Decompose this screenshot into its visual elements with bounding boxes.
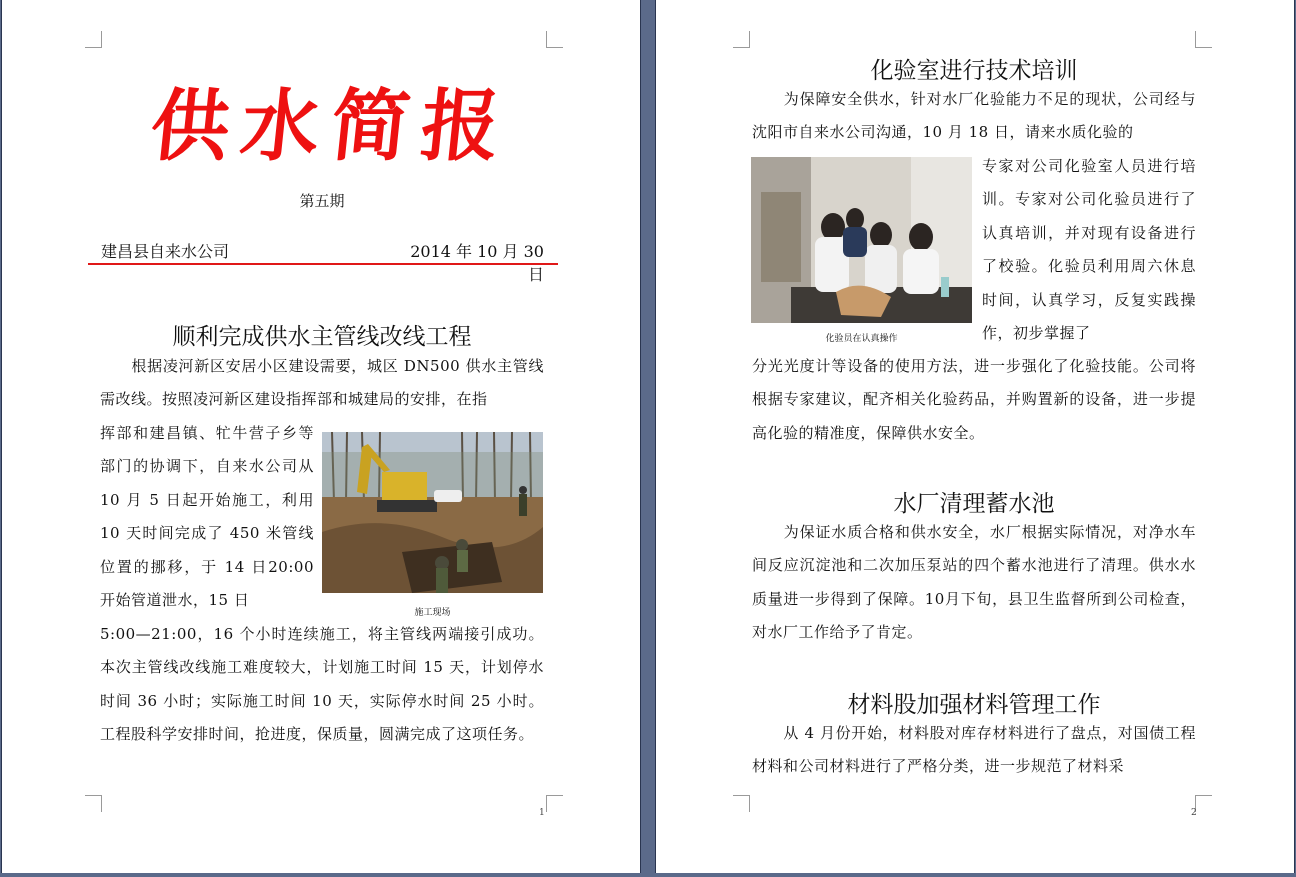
construction-site-photo [322, 432, 543, 593]
margin-corner-mark [733, 795, 750, 812]
article-title: 化验室进行技术培训 [870, 58, 1078, 84]
company-name: 建昌县自来水公司 [101, 242, 230, 261]
article-paragraph-bottom: 5:00—21:00，16 个小时连续施工，将主管线两端接引成功。本次主管线改线施工难度较大，计划施工时间 15 天，计划停水时间 36 小时；实际施工时间 10 天，实际停水时间 25 小时。工程股科学安排时间，抢进度，保质量，圆满完成了这项任务。 [100, 625, 544, 744]
header-divider [88, 263, 558, 265]
article-paragraph: 从 4 月份开始，材料股对库存材料进行了盘点，对国债工程材料和公司材料进行了严格分类，进一步规范了材料采 [752, 724, 1196, 776]
issue-number: 第五期 [299, 192, 345, 210]
margin-corner-mark [85, 31, 102, 48]
article-paragraph-bottom: 分光光度计等设备的使用方法，进一步强化了化验技能。公司将根据专家建议，配齐相关化验药品，并购置新的设备，进一步提高化验的精准度，保障供水安全。 [752, 357, 1196, 442]
article-paragraph-top: 根据凌河新区安居小区建设需要，城区 DN500 供水主管线需改线。按照凌河新区建设指挥部和城建局的安排，在指 [100, 357, 544, 409]
newsletter-masthead: 供水简报 [146, 81, 517, 172]
article-title: 水厂清理蓄水池 [893, 491, 1055, 517]
margin-corner-mark [733, 31, 750, 48]
margin-corner-mark [1195, 31, 1212, 48]
margin-corner-mark [546, 31, 563, 48]
margin-corner-mark [85, 795, 102, 812]
photo-caption: 施工现场 [414, 608, 451, 618]
document-page-1 [2, 0, 640, 873]
article-title: 材料股加强材料管理工作 [847, 692, 1101, 718]
article-paragraph-top: 为保障安全供水，针对水厂化验能力不足的现状，公司经与沈阳市自来水公司沟通，10 月 18 日，请来水质化验的 [752, 90, 1196, 142]
document-page-2 [656, 0, 1294, 873]
article-paragraph-wrapped: 专家对公司化验室人员进行培训。专家对公司化验员进行了认真培训，并对现有设备进行了校验。化验员利用周六休息时间，认真学习，反复实践操作，初步掌握了 [982, 157, 1196, 343]
margin-corner-mark [546, 795, 563, 812]
lab-training-photo [751, 157, 972, 323]
article-paragraph-wrapped: 挥部和建昌镇、牤牛营子乡等部门的协调下，自来水公司从 10 月 5 日起开始施工，利用 10 天时间完成了 450 米管线位置的挪移，于 14 日20:00 开始管道泄水，15 日 [100, 424, 314, 610]
issue-date: 2014 年 10 月 30 日 [410, 242, 544, 284]
article-title: 顺利完成供水主管线改线工程 [172, 324, 472, 350]
margin-corner-mark [1195, 795, 1212, 812]
page-number: 2 [1191, 808, 1197, 818]
article-paragraph: 为保证水质合格和供水安全，水厂根据实际情况，对净水车间反应沉淀池和二次加压泵站的四个蓄水池进行了清理。供水水质量进一步得到了保障。10月下旬，县卫生监督所到公司检查，对水厂工作给予了肯定。 [752, 523, 1196, 642]
page-number: 1 [539, 808, 545, 818]
photo-caption: 化验员在认真操作 [825, 334, 898, 344]
